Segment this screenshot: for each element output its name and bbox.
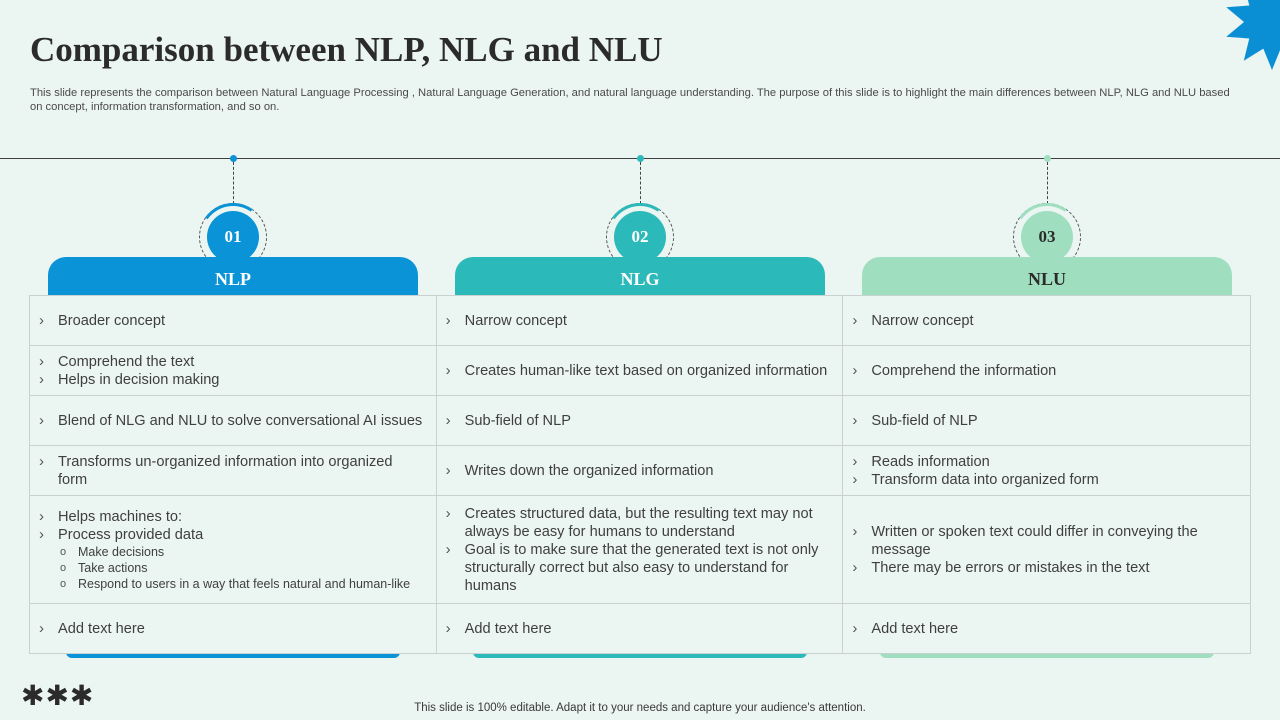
bullet-item: › Blend of NLG and NLU to solve conversational AI issues bbox=[38, 412, 426, 430]
sub-bullet-item: o Respond to users in a way that feels natural and human-like bbox=[38, 576, 426, 592]
table-cell-nlu bbox=[843, 296, 1251, 345]
table-cell-nlu bbox=[843, 496, 1251, 603]
bullet-item: › Written or spoken text could differ in conveying the message bbox=[851, 523, 1240, 559]
connector-line bbox=[640, 162, 641, 204]
table-cell-nlu bbox=[843, 446, 1251, 495]
table-row bbox=[30, 496, 1251, 604]
sub-bullet-item: o Make decisions bbox=[38, 544, 426, 560]
sub-bullet-item: o Take actions bbox=[38, 560, 426, 576]
bullet-item: › Transform data into organized form bbox=[851, 471, 1240, 489]
bullet-item: › Reads information bbox=[851, 453, 1240, 471]
bullet-item: › Creates structured data, but the resulting text may not always be easy for humans to understand bbox=[445, 505, 833, 541]
footer-note: This slide is 100% editable. Adapt it to your needs and capture your audience's attention. bbox=[414, 702, 866, 714]
bullet-item: › Narrow concept bbox=[445, 312, 833, 330]
table-row bbox=[30, 296, 1251, 346]
table-cell-nlg bbox=[437, 604, 844, 653]
bullet-item: › Comprehend the information bbox=[851, 362, 1240, 380]
number-badge: 01 bbox=[207, 211, 259, 263]
column-tab: NLP bbox=[48, 257, 418, 297]
bullet-item: › Helps in decision making bbox=[38, 371, 426, 389]
table-row bbox=[30, 346, 1251, 396]
bullet-item: › Sub-field of NLP bbox=[851, 412, 1240, 430]
page-title: Comparison between NLP, NLG and NLU bbox=[30, 30, 663, 69]
table-row bbox=[30, 446, 1251, 496]
comparison-table bbox=[29, 295, 1251, 654]
connector-line bbox=[233, 162, 234, 204]
table-row bbox=[30, 604, 1251, 654]
table-cell-nlg bbox=[437, 396, 844, 445]
table-cell-nlp bbox=[30, 496, 437, 603]
bullet-item: › Sub-field of NLP bbox=[445, 412, 833, 430]
bullet-item: › Add text here bbox=[38, 620, 426, 638]
bullet-item: › Helps machines to: bbox=[38, 508, 426, 526]
starburst-decoration bbox=[1210, 0, 1280, 76]
table-cell-nlu bbox=[843, 604, 1251, 653]
column-tab: NLG bbox=[455, 257, 825, 297]
table-cell-nlu bbox=[843, 396, 1251, 445]
table-cell-nlp bbox=[30, 346, 437, 395]
bullet-item: › Creates human-like text based on organized information bbox=[445, 362, 833, 380]
bullet-item: › Transforms un-organized information into organized form bbox=[38, 453, 426, 489]
table-cell-nlg bbox=[437, 346, 844, 395]
bullet-item: › There may be errors or mistakes in the text bbox=[851, 559, 1240, 577]
table-cell-nlg bbox=[437, 446, 844, 495]
table-cell-nlp bbox=[30, 396, 437, 445]
table-cell-nlp bbox=[30, 296, 437, 345]
bullet-item: › Writes down the organized information bbox=[445, 462, 833, 480]
page-subtitle: This slide represents the comparison between Natural Language Processing , Natural Language Generation, and natural language understanding. The purpose of this slide is to highlight the main differences between NLP, NLG and NLU based on concept, information transformation, and so on. bbox=[30, 87, 1230, 113]
number-badge: 02 bbox=[614, 211, 666, 263]
timeline-dot bbox=[637, 155, 644, 162]
table-cell-nlg bbox=[437, 296, 844, 345]
bullet-item: › Add text here bbox=[445, 620, 833, 638]
number-badge: 03 bbox=[1021, 211, 1073, 263]
table-cell-nlu bbox=[843, 346, 1251, 395]
bullet-item: › Goal is to make sure that the generated text is not only structurally correct but also easy to understand for humans bbox=[445, 541, 833, 595]
bullet-item: › Comprehend the text bbox=[38, 353, 426, 371]
timeline-dot bbox=[1044, 155, 1051, 162]
bullet-item: › Narrow concept bbox=[851, 312, 1240, 330]
table-cell-nlp bbox=[30, 604, 437, 653]
table-cell-nlp bbox=[30, 446, 437, 495]
bullet-item: › Add text here bbox=[851, 620, 1240, 638]
table-row bbox=[30, 396, 1251, 446]
asterisk-decoration: ✱✱✱ bbox=[21, 680, 95, 711]
timeline-dot bbox=[230, 155, 237, 162]
column-tab: NLU bbox=[862, 257, 1232, 297]
connector-line bbox=[1047, 162, 1048, 204]
bullet-item: › Process provided data bbox=[38, 526, 426, 544]
bullet-item: › Broader concept bbox=[38, 312, 426, 330]
table-cell-nlg bbox=[437, 496, 844, 603]
